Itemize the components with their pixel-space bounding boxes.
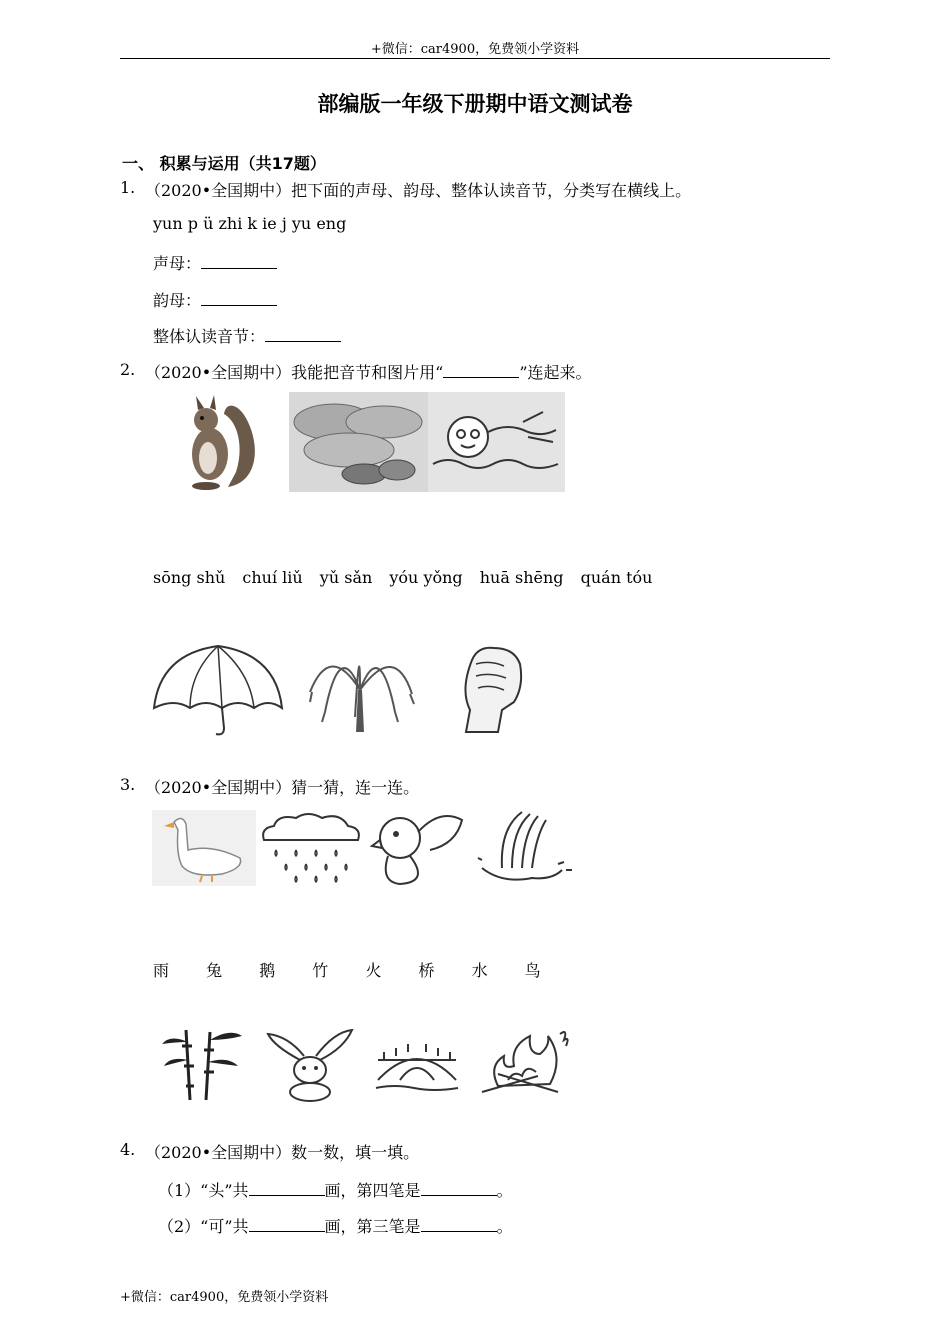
q3-chars-row [153, 958, 573, 981]
bird-image [370, 808, 470, 886]
q4-item-2 [158, 1214, 513, 1237]
q4-item1-part-c: 。 [496, 1181, 513, 1200]
page-header: +微信：car4900，免费领小学资料 [370, 42, 580, 57]
waterfall-image [472, 808, 576, 886]
page-footer: +微信：car4900，免费领小学资料 [120, 1290, 329, 1305]
q1-text: （2020•全国期中）把下面的声母、韵母、整体认读音节，分类写在横线上。 [145, 181, 692, 200]
peanut-image [289, 392, 428, 492]
char-qiao[interactable]: 桥 [418, 961, 435, 980]
q2-number: 2. [120, 360, 136, 379]
char-huo[interactable]: 火 [365, 961, 382, 980]
char-yu[interactable]: 雨 [153, 961, 170, 980]
pinyin-quantou[interactable]: quán tóu [580, 568, 653, 587]
q2-pinyin-row [153, 568, 664, 587]
char-tu[interactable]: 兔 [206, 961, 223, 980]
rain-cloud-image [256, 810, 366, 886]
pinyin-huasheng[interactable]: huā shēng [479, 568, 564, 587]
q1-zhengti-blank[interactable] [265, 327, 341, 342]
q1-yunmu-blank[interactable] [201, 291, 277, 306]
pinyin-chuiliu[interactable]: chuí liǔ [242, 568, 303, 587]
page-title: 部编版一年级下册期中语文测试卷 [317, 92, 633, 116]
q1-shengmu-blank[interactable] [201, 254, 277, 269]
q4-item1-fourth-stroke-blank[interactable] [421, 1181, 497, 1196]
q3-text: （2020•全国期中）猜一猜，连一连。 [145, 778, 420, 797]
pinyin-yusan[interactable]: yǔ sǎn [319, 568, 373, 587]
q1-shengmu-label: 声母： [153, 254, 202, 273]
fist-image [458, 640, 528, 736]
q4-item2-third-stroke-blank[interactable] [421, 1217, 497, 1232]
section-heading: 一、 积累与运用（共17题） [122, 154, 326, 173]
char-zhu[interactable]: 竹 [312, 961, 329, 980]
q1-shengmu-row [153, 251, 277, 274]
squirrel-image [178, 392, 262, 492]
q1-syllables: yun p ü zhi k ie j yu eng [153, 214, 347, 233]
q4-item2-strokes-blank[interactable] [249, 1217, 325, 1232]
q4-item1-part-a: （1）“头”共 [158, 1181, 249, 1200]
willow-tree-image [300, 632, 420, 736]
q4-item2-part-c: 。 [496, 1217, 513, 1236]
goose-image [152, 810, 256, 886]
q2-text [145, 360, 592, 383]
q1-yunmu-label: 韵母： [153, 291, 202, 310]
q4-text: （2020•全国期中）数一数，填一填。 [145, 1143, 420, 1162]
header-rule [120, 58, 830, 59]
rabbit-image [264, 1026, 356, 1102]
q2-text-before: （2020•全国期中）我能把音节和图片用“ [145, 363, 444, 382]
q4-item2-part-b: 画，第三笔是 [324, 1217, 421, 1236]
q4-number: 4. [120, 1140, 136, 1159]
q2-text-after: ”连起来。 [519, 363, 592, 382]
bridge-image [374, 1030, 460, 1096]
pinyin-songshu[interactable]: sōng shǔ [153, 568, 226, 587]
pinyin-youyong[interactable]: yóu yǒng [389, 568, 463, 587]
q1-zhengti-row [153, 324, 341, 347]
char-niao[interactable]: 鸟 [524, 961, 541, 980]
q1-zhengti-label: 整体认读音节： [153, 327, 266, 346]
q3-number: 3. [120, 775, 136, 794]
q4-item2-part-a: （2）“可”共 [158, 1217, 249, 1236]
swimming-boy-image [428, 392, 565, 492]
bamboo-image [160, 1026, 244, 1102]
q4-item1-strokes-blank[interactable] [249, 1181, 325, 1196]
q1-number: 1. [120, 178, 136, 197]
char-shui[interactable]: 水 [471, 961, 488, 980]
umbrella-image [150, 632, 286, 736]
fire-image [478, 1026, 570, 1096]
q2-blank[interactable] [443, 363, 519, 378]
q1-yunmu-row [153, 288, 277, 311]
q4-item1-part-b: 画，第四笔是 [324, 1181, 421, 1200]
q4-item-1 [158, 1178, 513, 1201]
char-e[interactable]: 鹅 [259, 961, 276, 980]
